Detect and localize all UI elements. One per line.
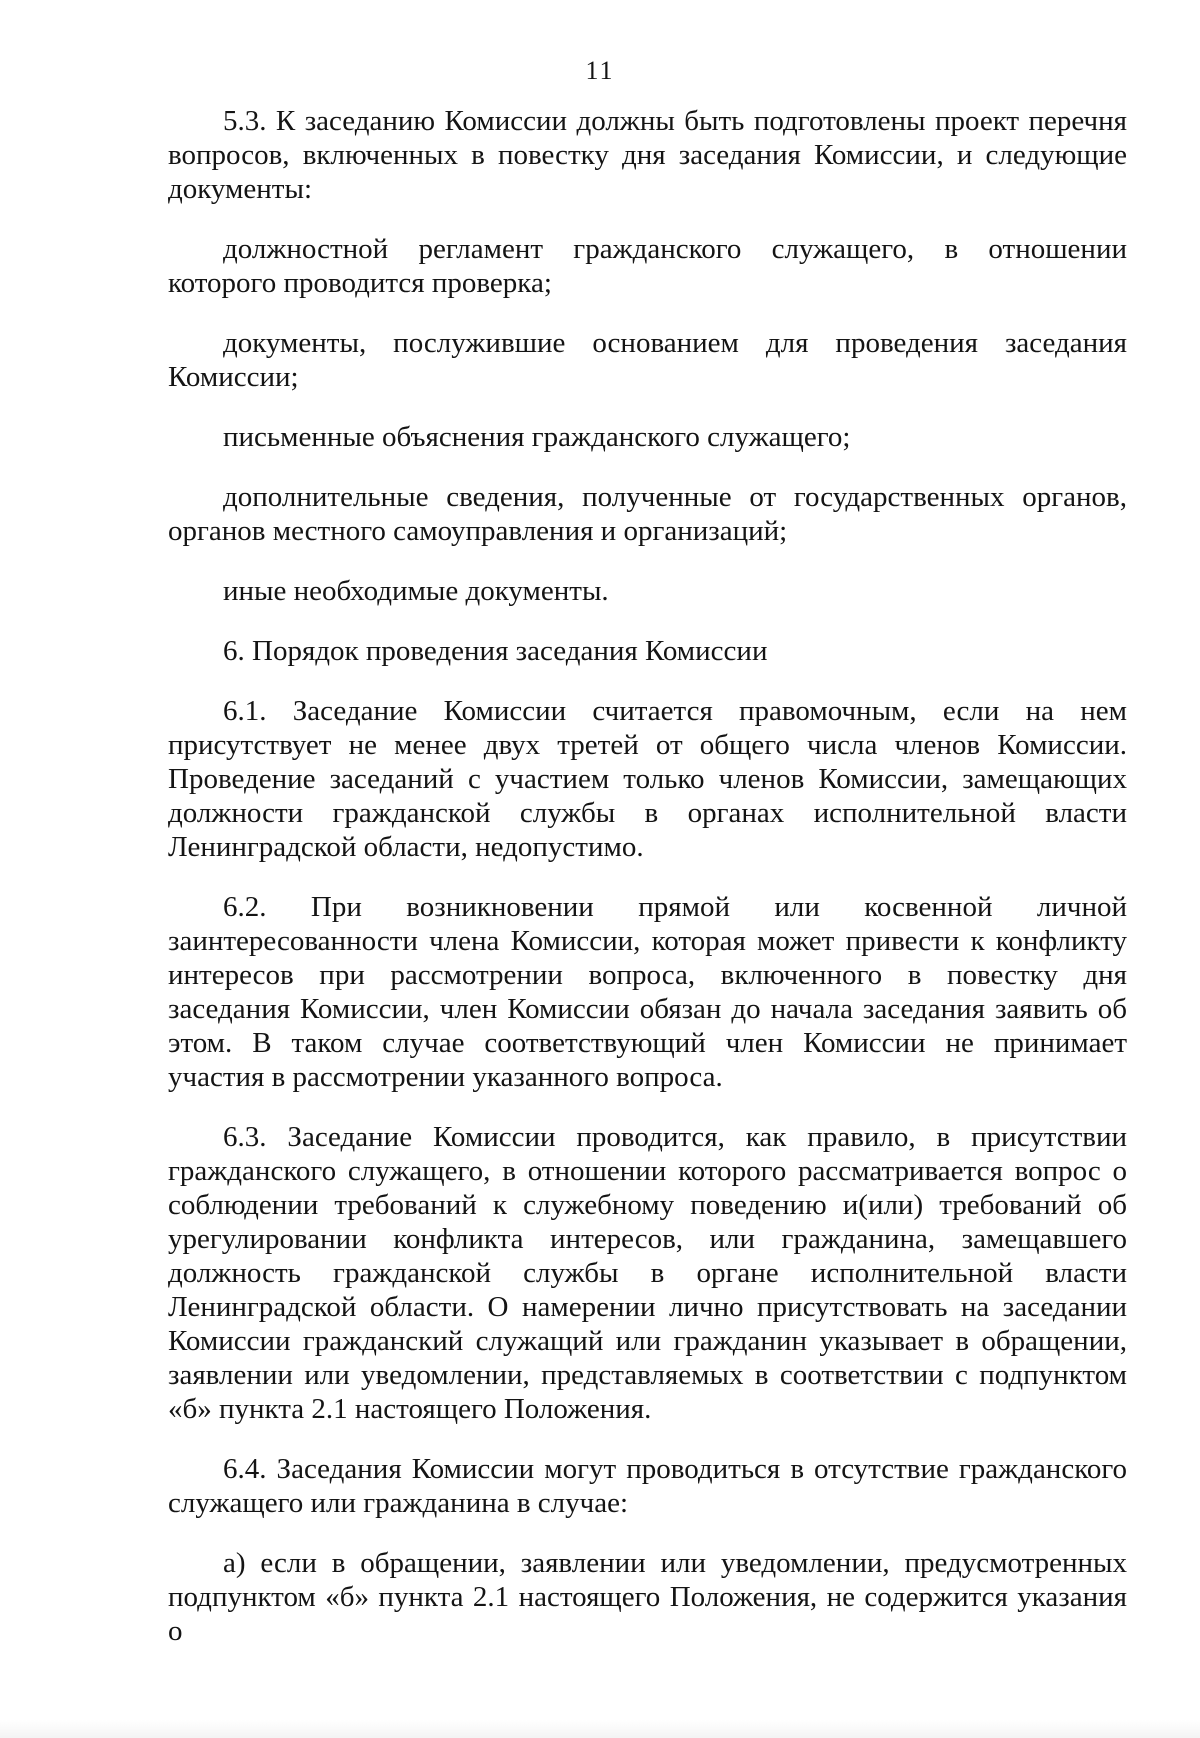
list-item-written-explanations: письменные объяснения гражданского служащего; — [223, 421, 851, 453]
page-number: 11 — [585, 56, 615, 85]
section-heading-6: 6. Порядок проведения заседания Комиссии — [223, 635, 768, 667]
list-item-additional-info: дополнительные сведения, полученные от государственных органов, органов местного самоуправления и организаций; — [168, 481, 1127, 547]
paragraph-5-3: 5.3. К заседанию Комиссии должны быть подготовлены проект перечня вопросов, включенных в повестку дня заседания Комиссии, и следующие документы: — [168, 105, 1127, 205]
list-item-other-documents: иные необходимые документы. — [223, 575, 609, 607]
paragraph-6-2: 6.2. При возникновении прямой или косвенной личной заинтересованности члена Комиссии, которая может привести к конфликту интересов при рассмотрении вопроса, включенного в повестку дня заседания Комиссии, член Комиссии обязан до начала заседания заявить об этом. В таком случае соответствующий член Комиссии не принимает участия в рассмотрении указанного вопроса. — [168, 891, 1127, 1093]
list-item-basis-documents: документы, послужившие основанием для проведения заседания Комиссии; — [168, 327, 1127, 393]
list-item-job-regulation: должностной регламент гражданского служащего, в отношении которого проводится проверка; — [168, 233, 1127, 299]
scan-edge-shadow — [0, 1720, 1200, 1738]
paragraph-6-1: 6.1. Заседание Комиссии считается правомочным, если на нем присутствует не менее двух третей от общего числа членов Комиссии. Проведение заседаний с участием только членов Комиссии, замещающих должности гражданской службы в органах исполнительной власти Ленинградской области, недопустимо. — [168, 695, 1127, 863]
paragraph-6-4: 6.4. Заседания Комиссии могут проводиться в отсутствие гражданского служащего или гражданина в случае: — [168, 1453, 1127, 1519]
document-body — [168, 104, 1127, 1674]
subparagraph-a: а) если в обращении, заявлении или уведомлении, предусмотренных подпунктом «б» пункта 2.1 настоящего Положения, не содержится указания о — [168, 1547, 1127, 1647]
paragraph-6-3: 6.3. Заседание Комиссии проводится, как правило, в присутствии гражданского служащего, в отношении которого рассматривается вопрос о соблюдении требований к служебному поведению и(или) требований об урегулировании конфликта интересов, или гражданина, замещавшего должность гражданской службы в органе исполнительной власти Ленинградской области. О намерении лично присутствовать на заседании Комиссии гражданский служащий или гражданин указывает в обращении, заявлении или уведомлении, представляемых в соответствии с подпунктом «б» пункта 2.1 настоящего Положения. — [168, 1121, 1127, 1425]
